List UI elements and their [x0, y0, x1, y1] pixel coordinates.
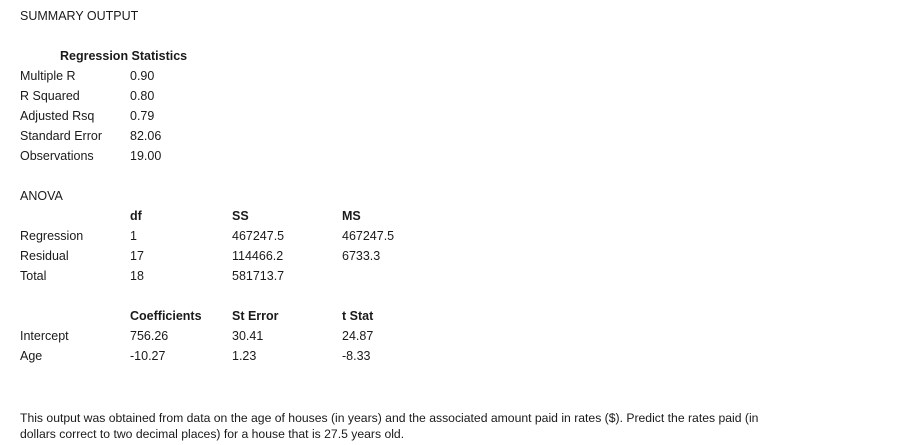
coef-column-header: t Stat — [342, 309, 374, 323]
stat-label: Standard Error — [20, 129, 102, 143]
anova-cell: 18 — [130, 269, 144, 283]
question-line-2: dollars correct to two decimal places) for a house that is 27.5 years old. — [20, 427, 405, 441]
anova-cell: 467247.5 — [232, 229, 285, 243]
anova-column-header: SS — [232, 209, 249, 223]
anova-row-label: Residual — [20, 249, 69, 263]
coef-cell: 756.26 — [130, 329, 169, 343]
coef-cell: -10.27 — [130, 349, 166, 363]
anova-cell: 1 — [130, 229, 137, 243]
stat-value: 0.80 — [130, 89, 155, 103]
anova-heading: ANOVA — [20, 189, 63, 203]
stat-value: 82.06 — [130, 129, 162, 143]
question-line-1: This output was obtained from data on the age of houses (in years) and the associated amount paid in rates ($). Predict the rates paid (in — [20, 411, 759, 425]
stat-label: R Squared — [20, 89, 80, 103]
coef-column-header: Coefficients — [130, 309, 202, 323]
anova-column-header: df — [130, 209, 142, 223]
coef-cell: -8.33 — [342, 349, 371, 363]
anova-cell: 581713.7 — [232, 269, 285, 283]
coef-column-header: St Error — [232, 309, 279, 323]
anova-row-label: Total — [20, 269, 47, 283]
anova-cell: 114466.2 — [232, 249, 284, 263]
stat-value: 0.79 — [130, 109, 155, 123]
anova-cell: 6733.3 — [342, 249, 381, 263]
coef-cell: 1.23 — [232, 349, 257, 363]
anova-cell: 17 — [130, 249, 144, 263]
stat-value: 0.90 — [130, 69, 155, 83]
coef-cell: 24.87 — [342, 329, 374, 343]
stat-label: Adjusted Rsq — [20, 109, 95, 123]
regression-statistics-heading: Regression Statistics — [60, 49, 188, 63]
stat-label: Observations — [20, 149, 94, 163]
stat-label: Multiple R — [20, 69, 76, 83]
anova-column-header: MS — [342, 209, 361, 223]
stat-value: 19.00 — [130, 149, 162, 163]
coef-cell: 30.41 — [232, 329, 264, 343]
coef-row-label: Age — [20, 349, 43, 363]
anova-row-label: Regression — [20, 229, 84, 243]
coef-row-label: Intercept — [20, 329, 69, 343]
anova-cell: 467247.5 — [342, 229, 395, 243]
summary-title: SUMMARY OUTPUT — [20, 9, 139, 23]
